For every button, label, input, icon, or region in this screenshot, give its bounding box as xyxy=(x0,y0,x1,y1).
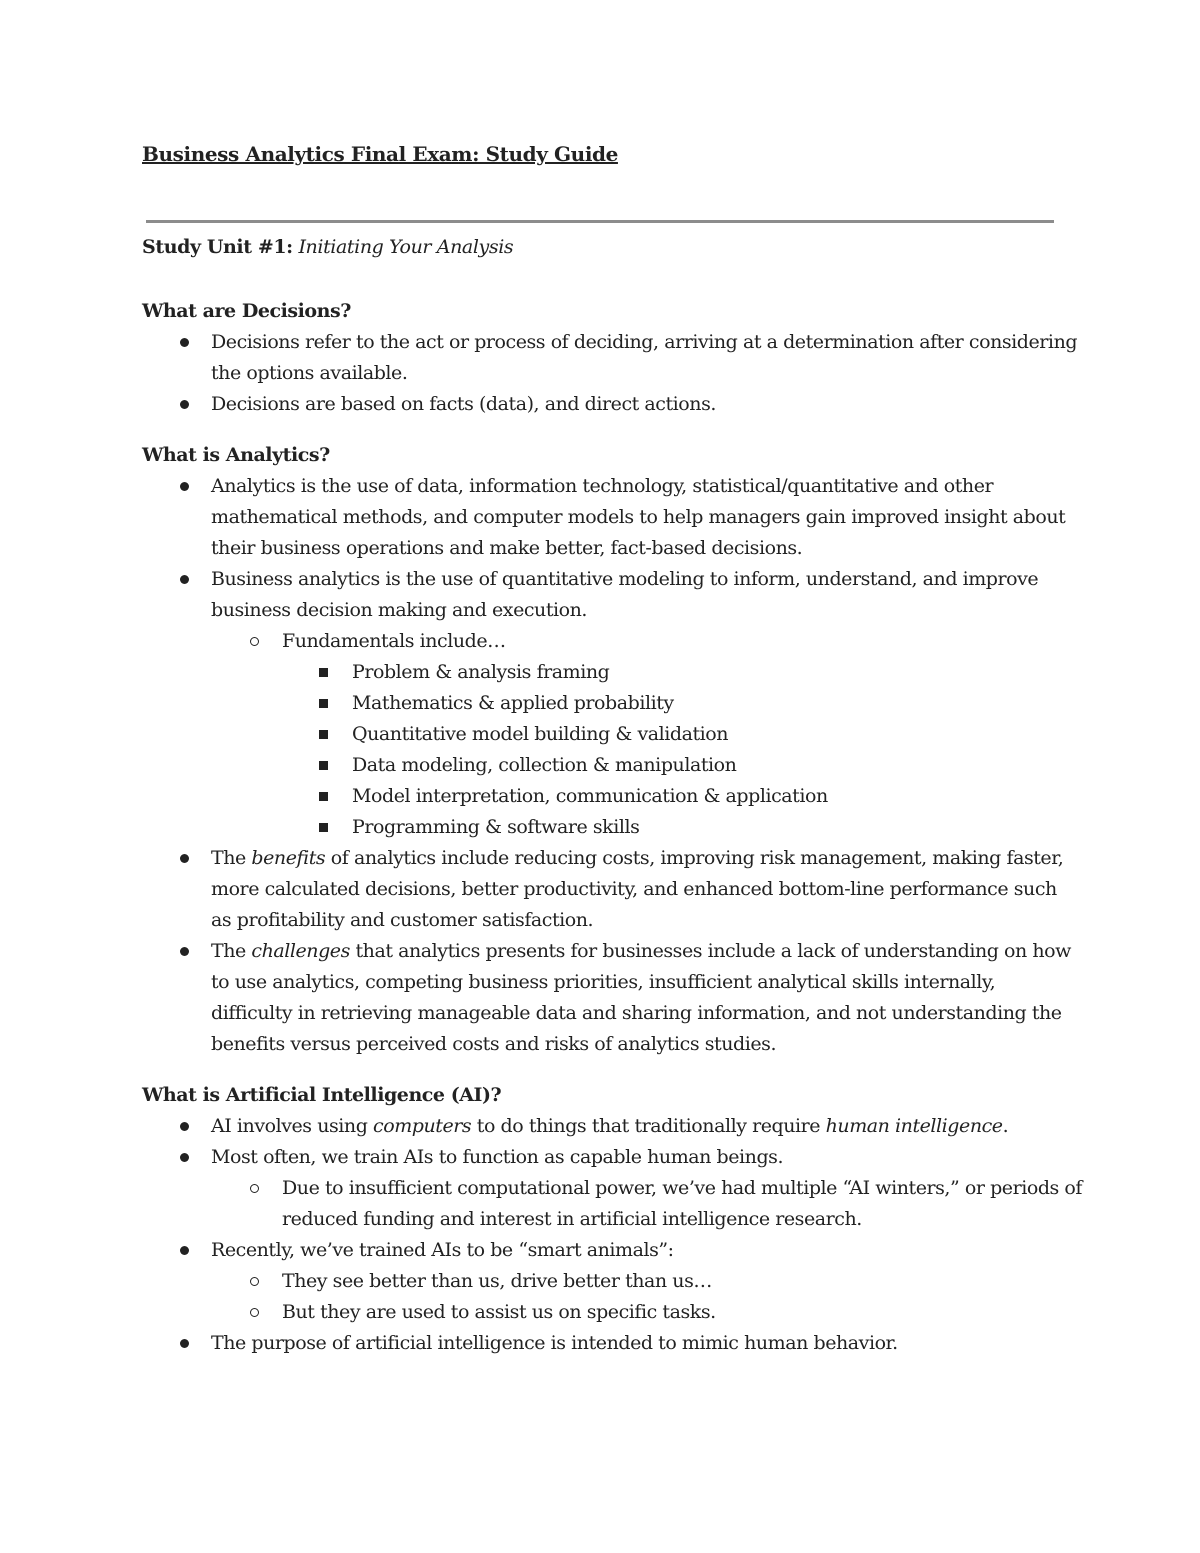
list-item-text: Recently, we’ve trained AIs to be “smart animals”: xyxy=(211,1239,674,1261)
filled-circle-bullet-icon xyxy=(180,854,189,863)
list-item xyxy=(142,657,1082,688)
study-unit-name: Initiating Your Analysis xyxy=(298,236,514,258)
list-item xyxy=(142,1297,1082,1328)
filled-circle-bullet-icon xyxy=(180,1122,189,1131)
list-item xyxy=(142,1266,1082,1297)
list-item xyxy=(142,471,1082,564)
section-heading: What is Artificial Intelligence (AI)? xyxy=(142,1084,502,1106)
list-item xyxy=(142,1328,1082,1359)
square-bullet-icon xyxy=(319,823,328,832)
list-item-text: AI involves using computers to do things that traditionally require human intelligence. xyxy=(211,1115,1009,1137)
filled-circle-bullet-icon xyxy=(180,1246,189,1255)
filled-circle-bullet-icon xyxy=(180,482,189,491)
square-bullet-icon xyxy=(319,668,328,677)
study-unit-line xyxy=(142,236,513,258)
list-item-text: The challenges that analytics presents for businesses include a lack of understanding on how to use analytics, competing business priorities, insufficient analytical skills internally, difficulty in retrieving manageable data and sharing information, and not understanding the benefits versus perceived costs and risks of analytics studies. xyxy=(211,940,1071,1055)
list-item xyxy=(142,389,1082,420)
list-item-text: Decisions refer to the act or process of deciding, arriving at a determination after considering the options available. xyxy=(211,331,1078,384)
list-item xyxy=(142,1111,1082,1142)
list-item xyxy=(142,626,1082,657)
hollow-circle-bullet-icon xyxy=(250,1184,259,1193)
horizontal-divider xyxy=(146,220,1054,223)
section xyxy=(142,1080,1082,1359)
list-item-text: Fundamentals include… xyxy=(282,630,506,652)
list-item-text: The purpose of artificial intelligence is intended to mimic human behavior. xyxy=(211,1332,898,1354)
list-item xyxy=(142,936,1082,1060)
hollow-circle-bullet-icon xyxy=(250,1277,259,1286)
filled-circle-bullet-icon xyxy=(180,575,189,584)
list-item-text: Model interpretation, communication & application xyxy=(352,785,828,807)
list-item xyxy=(142,1173,1082,1235)
list-item xyxy=(142,843,1082,936)
list-item-text: Business analytics is the use of quantitative modeling to inform, understand, and improve business decision making and execution. xyxy=(211,568,1039,621)
square-bullet-icon xyxy=(319,792,328,801)
list-item-text: But they are used to assist us on specific tasks. xyxy=(282,1301,716,1323)
list-item-text: The benefits of analytics include reducing costs, improving risk management, making faster, more calculated decisions, better productivity, and enhanced bottom-line performance such as profitability and customer satisfaction. xyxy=(211,847,1064,931)
section-heading: What is Analytics? xyxy=(142,444,330,466)
square-bullet-icon xyxy=(319,699,328,708)
list-item xyxy=(142,812,1082,843)
hollow-circle-bullet-icon xyxy=(250,1308,259,1317)
list-item xyxy=(142,781,1082,812)
section-heading: What are Decisions? xyxy=(142,300,351,322)
list-item xyxy=(142,1235,1082,1266)
list-item-text: Problem & analysis framing xyxy=(352,661,610,683)
list-item xyxy=(142,1142,1082,1173)
list-item xyxy=(142,688,1082,719)
filled-circle-bullet-icon xyxy=(180,400,189,409)
section xyxy=(142,440,1082,1060)
filled-circle-bullet-icon xyxy=(180,1339,189,1348)
list-item-text: Analytics is the use of data, information technology, statistical/quantitative and other mathematical methods, and computer models to help managers gain improved insight about their business operations and make better, fact-based decisions. xyxy=(211,475,1066,559)
list-item-text: Decisions are based on facts (data), and direct actions. xyxy=(211,393,716,415)
list-item-text: Data modeling, collection & manipulation xyxy=(352,754,737,776)
list-item-text: Quantitative model building & validation xyxy=(352,723,729,745)
list-item-text: Due to insufficient computational power, we’ve had multiple “AI winters,” or periods of reduced funding and interest in artificial intelligence research. xyxy=(282,1177,1083,1230)
list-item-text: They see better than us, drive better than us… xyxy=(282,1270,712,1292)
hollow-circle-bullet-icon xyxy=(250,637,259,646)
list-item xyxy=(142,719,1082,750)
list-item-text: Mathematics & applied probability xyxy=(352,692,674,714)
document-title: Business Analytics Final Exam: Study Guide xyxy=(142,142,618,166)
filled-circle-bullet-icon xyxy=(180,1153,189,1162)
list-item xyxy=(142,750,1082,781)
filled-circle-bullet-icon xyxy=(180,338,189,347)
filled-circle-bullet-icon xyxy=(180,947,189,956)
study-unit-label: Study Unit #1: xyxy=(142,236,293,258)
list-item xyxy=(142,327,1082,389)
square-bullet-icon xyxy=(319,730,328,739)
list-item-text: Most often, we train AIs to function as capable human beings. xyxy=(211,1146,784,1168)
section xyxy=(142,296,1082,420)
list-item-text: Programming & software skills xyxy=(352,816,640,838)
document-body xyxy=(142,296,1082,1359)
square-bullet-icon xyxy=(319,761,328,770)
list-item xyxy=(142,564,1082,626)
